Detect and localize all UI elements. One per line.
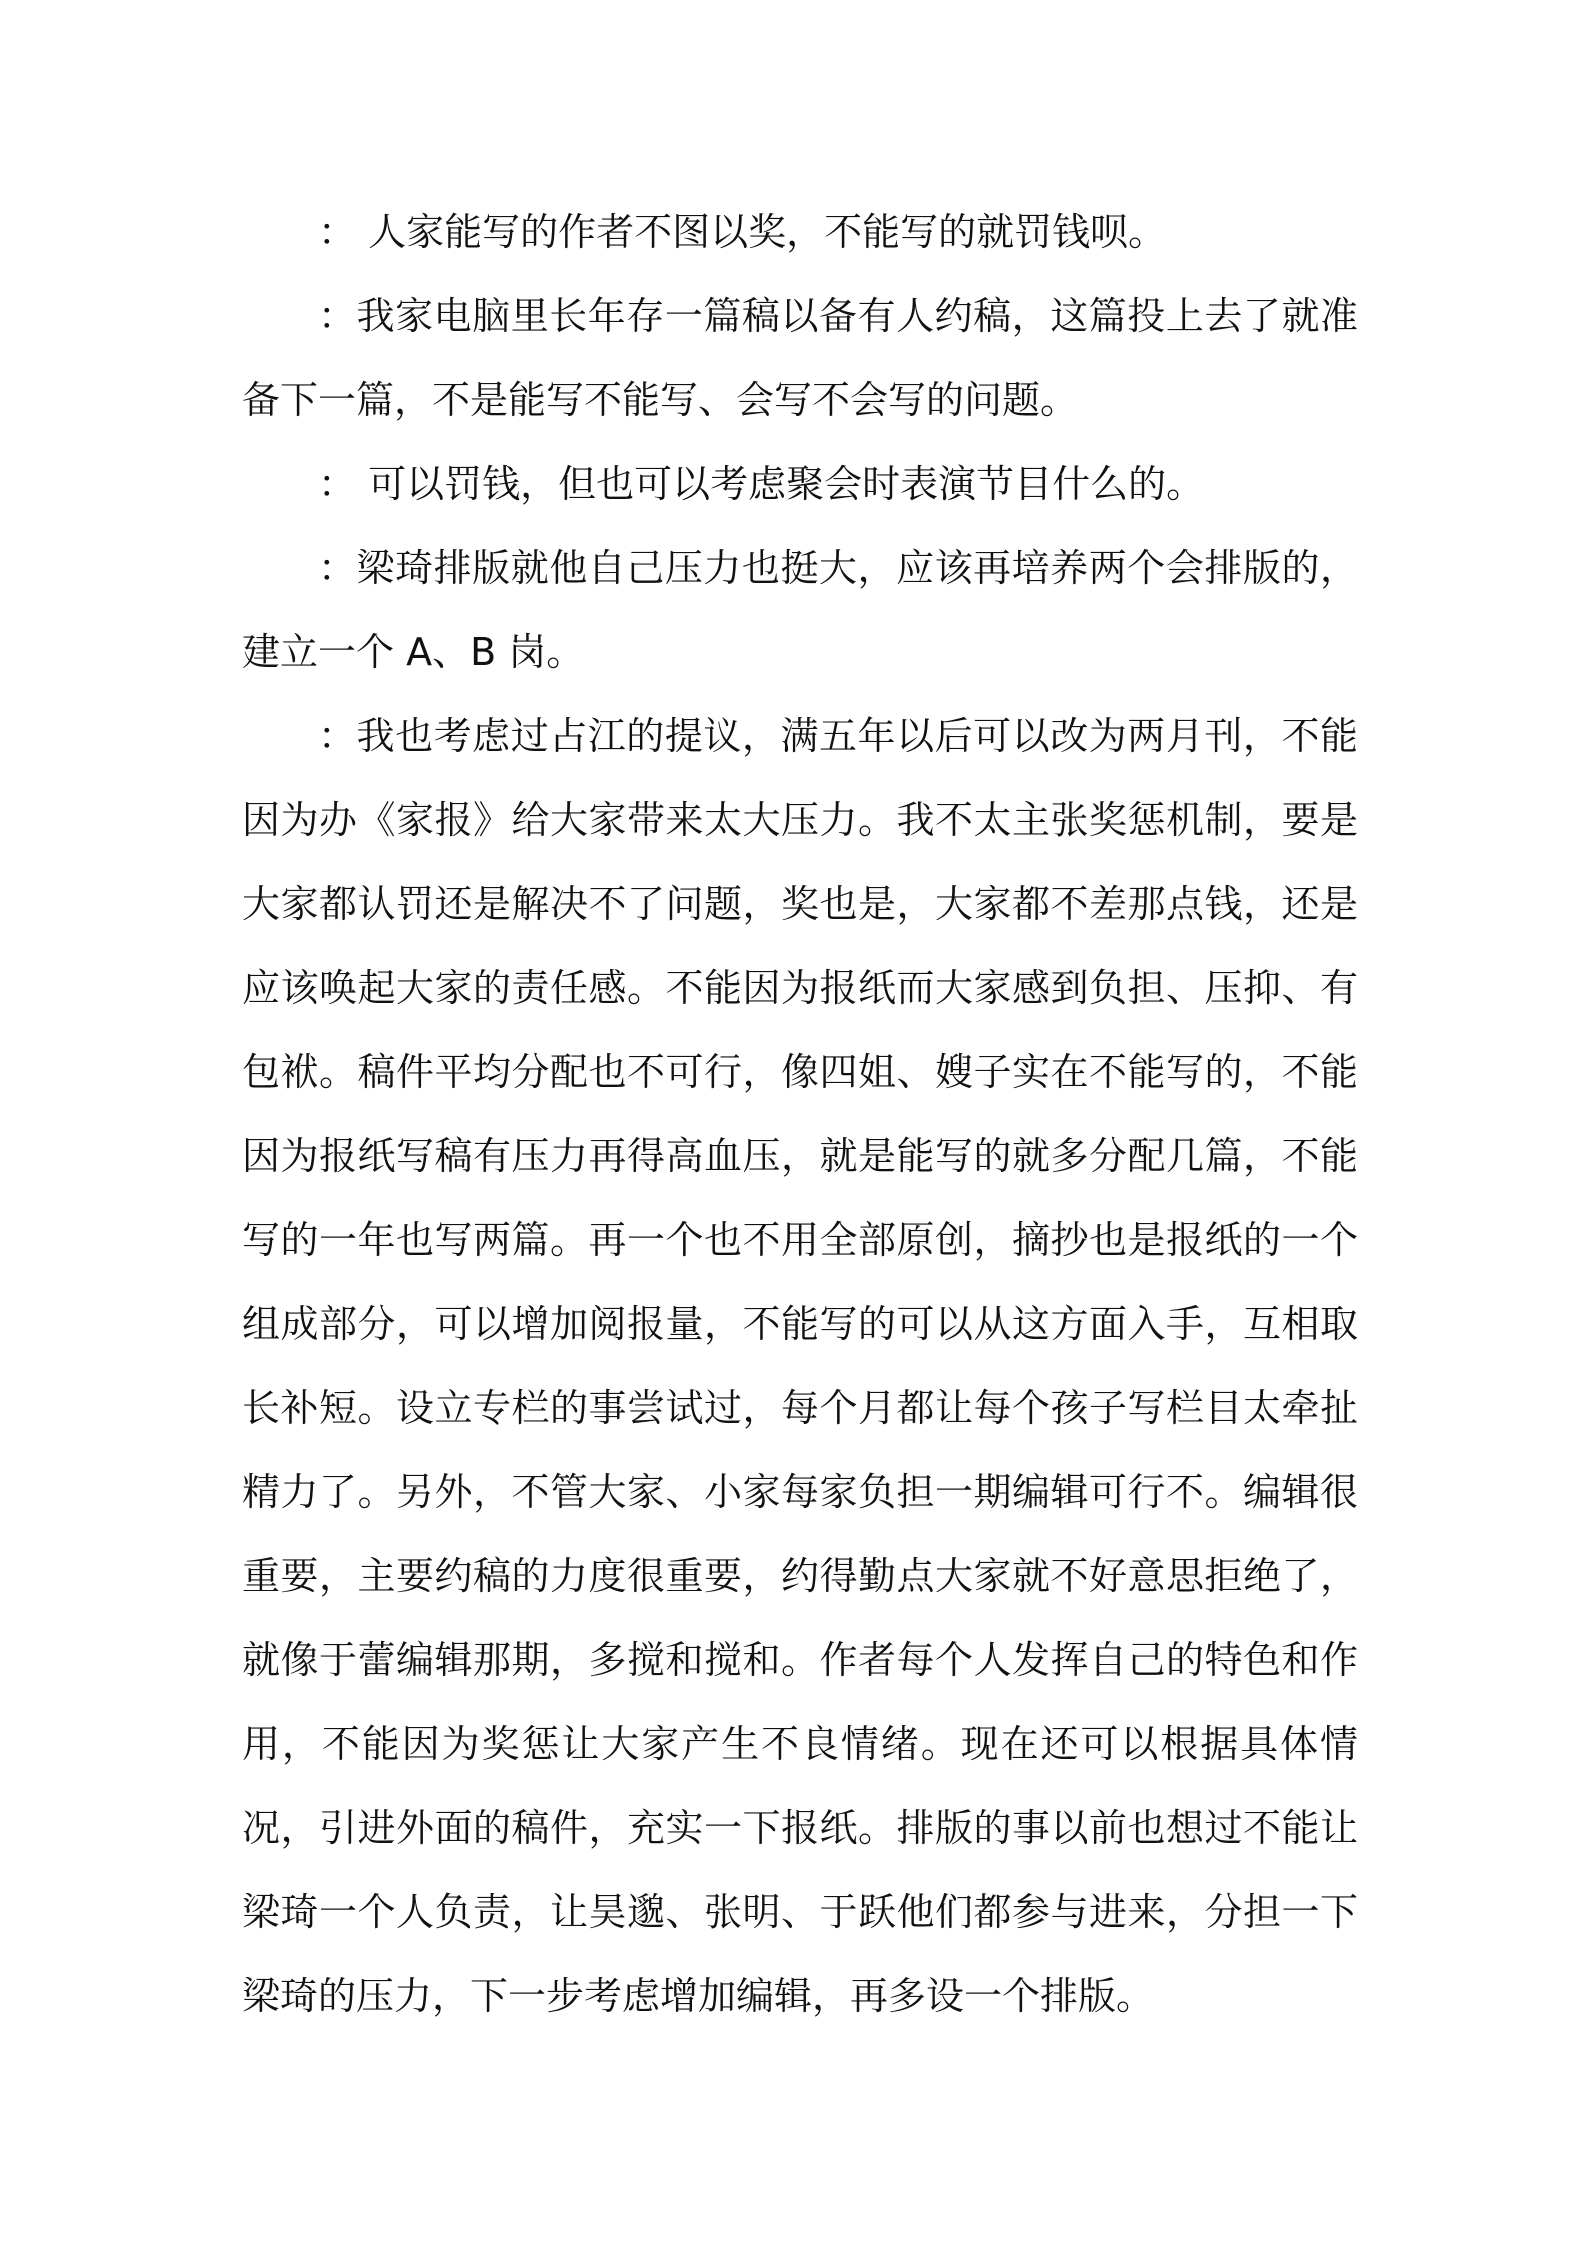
paragraph-1: ： 人家能写的作者不图以奖，不能写的就罚钱呗。 xyxy=(318,210,1167,254)
paragraph-3: ： 可以罚钱，但也可以考虑聚会时表演节目什么的。 xyxy=(318,462,1205,506)
paragraph-2: ：我家电脑里长年存一篇稿以备有人约稿，这篇投上去了就准备下一篇，不是能写不能写、会写不会写的问题。 xyxy=(242,294,1358,422)
document-body xyxy=(242,190,1358,2038)
paragraph-4: ：梁琦排版就他自己压力也挺大，应该再培养两个会排版的，建立一个 A、B 岗。 xyxy=(242,546,1358,674)
paragraph-5: ：我也考虑过占江的提议，满五年以后可以改为两月刊，不能因为办《家报》给大家带来太大压力。我不太主张奖惩机制，要是大家都认罚还是解决不了问题，奖也是，大家都不差那点钱，还是应该唤起大家的责任感。不能因为报纸而大家感到负担、压抑、有包袱。稿件平均分配也不可行，像四姐、嫂子实在不能写的，不能因为报纸写稿有压力再得高血压，就是能写的就多分配几篇，不能写的一年也写两篇。再一个也不用全部原创，摘抄也是报纸的一个组成部分，可以增加阅报量，不能写的可以从这方面入手，互相取长补短。设立专栏的事尝试过，每个月都让每个孩子写栏目太牵扯精力了。另外，不管大家、小家每家负担一期编辑可行不。编辑很重要，主要约稿的力度很重要，约得勤点大家就不好意思拒绝了，就像于蕾编辑那期，多搅和搅和。作者每个人发挥自己的特色和作用，不能因为奖惩让大家产生不良情绪。现在还可以根据具体情况，引进外面的稿件，充实一下报纸。排版的事以前也想过不能让梁琦一个人负责，让昊邈、张明、于跃他们都参与进来，分担一下梁琦的压力，下一步考虑增加编辑，再多设一个排版。 xyxy=(242,714,1358,2018)
